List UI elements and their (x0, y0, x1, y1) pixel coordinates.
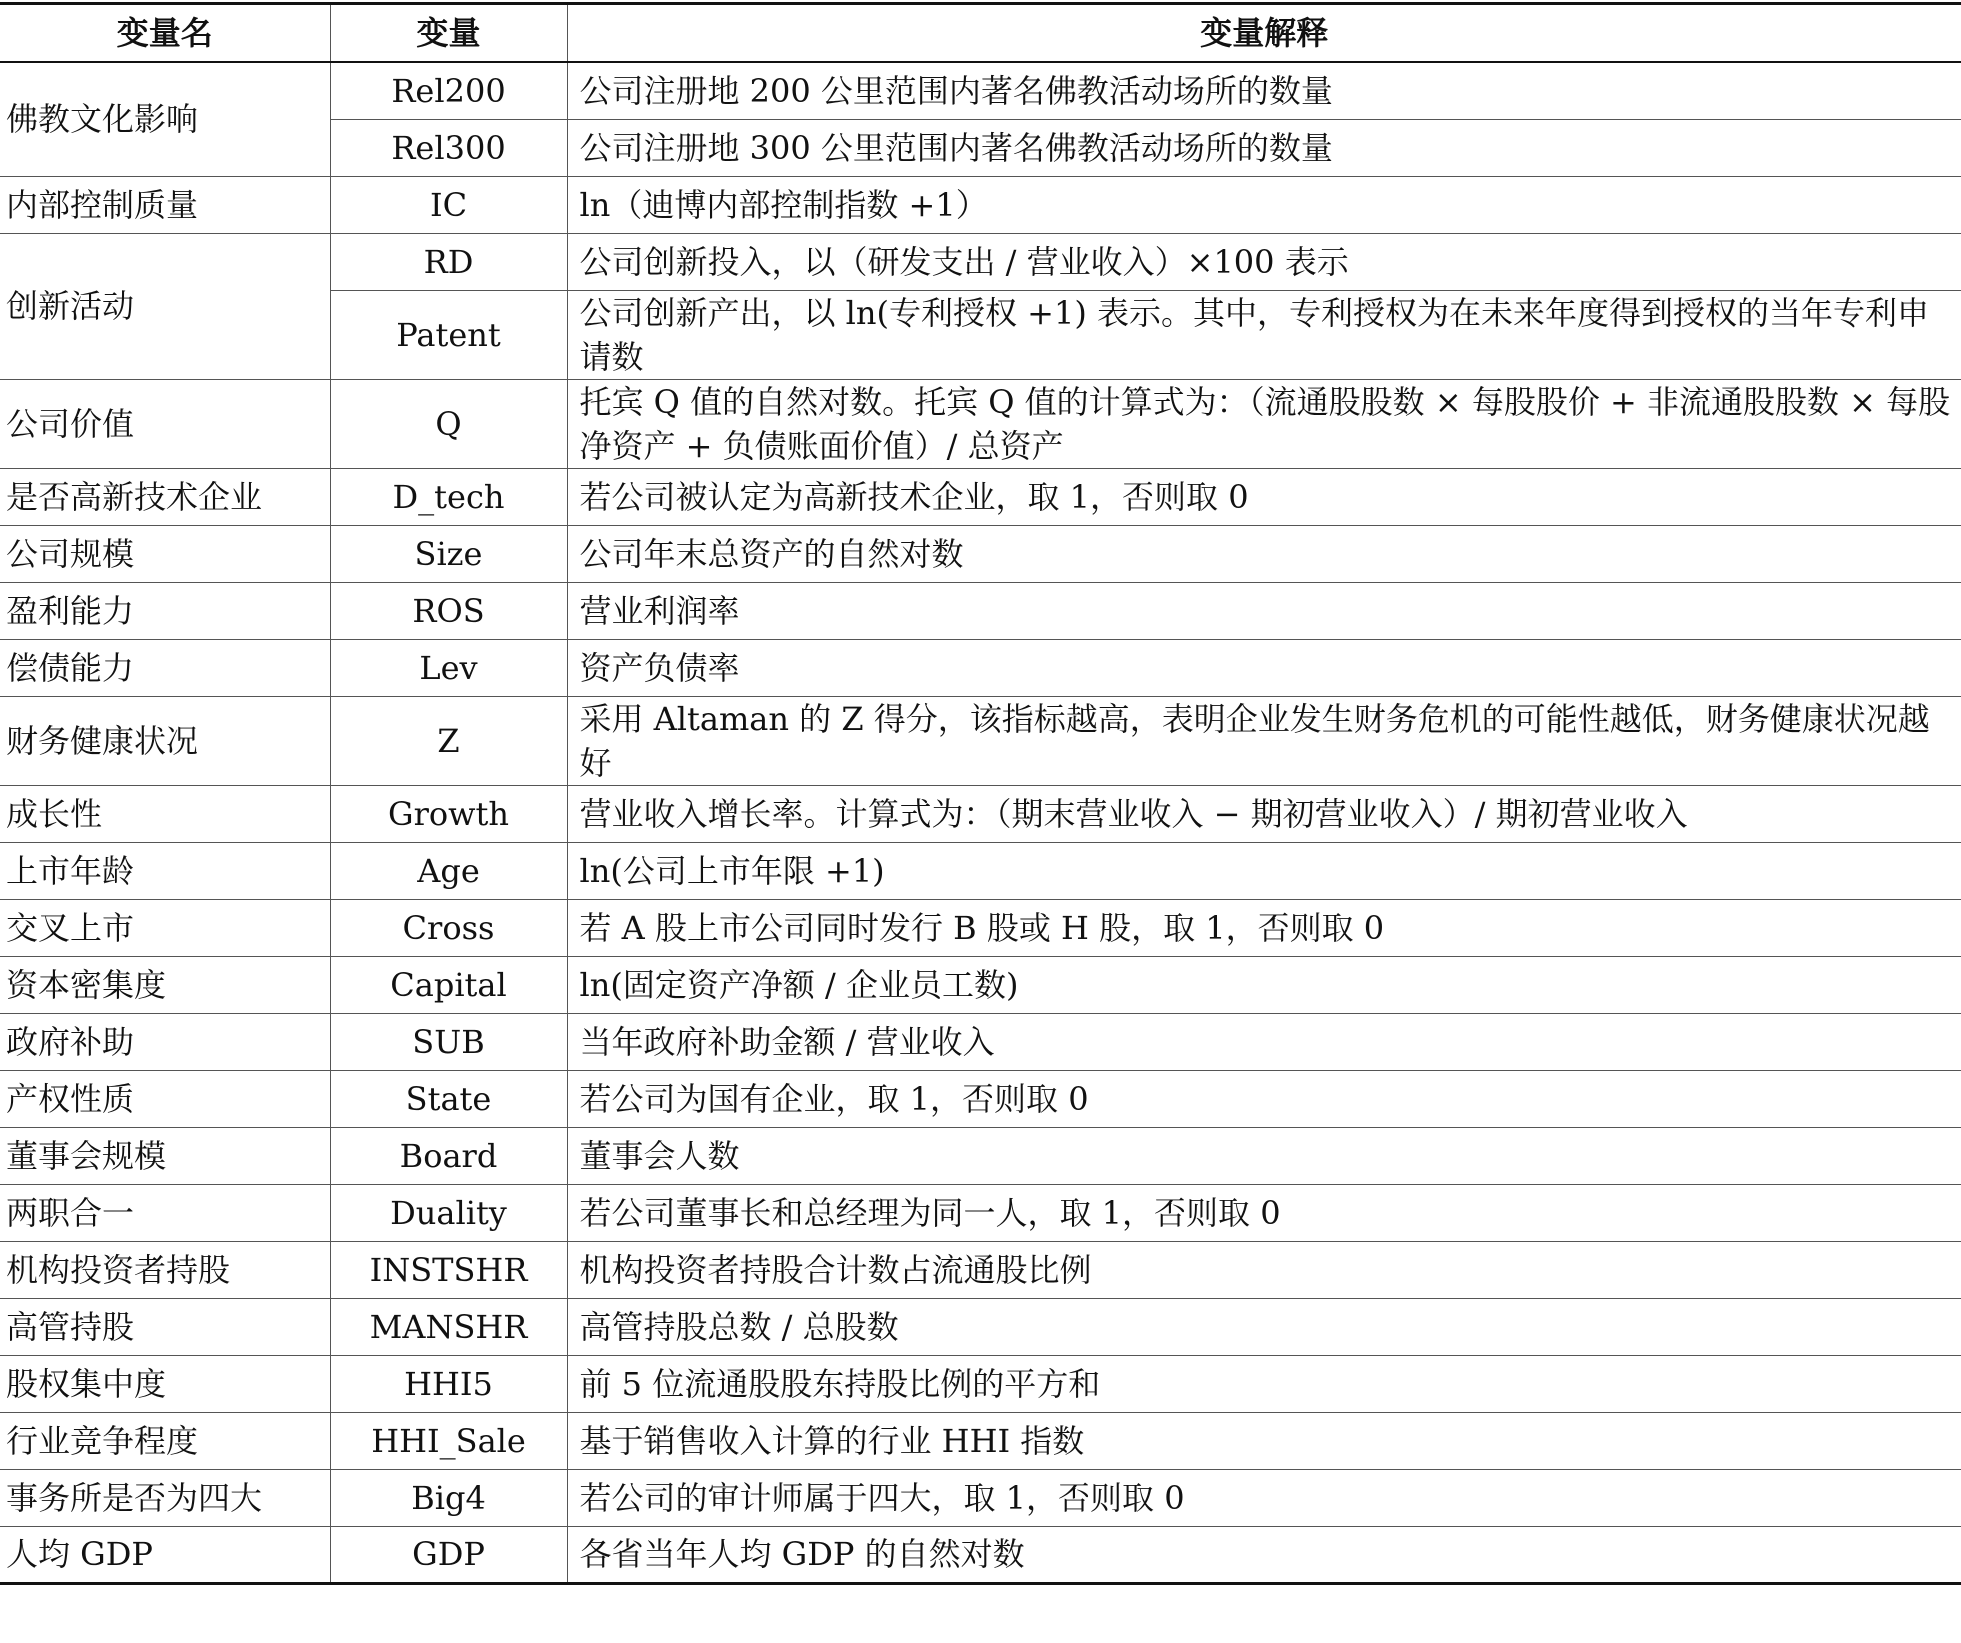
variable-symbol-cell: Board (330, 1127, 567, 1184)
table-row (0, 639, 1961, 696)
variable-name-cell: 上市年龄 (0, 842, 330, 899)
table-row (0, 785, 1961, 842)
variable-explanation-cell: 营业利润率 (567, 582, 1961, 639)
header-variable-name: 变量名 (0, 4, 330, 63)
table-row (0, 525, 1961, 582)
variable-explanation-cell: 托宾 Q 值的自然对数。托宾 Q 值的计算式为：（流通股股数 × 每股股价 + 非流通股股数 × 每股净资产 + 负债账面价值）/ 总资产 (567, 379, 1961, 468)
variable-symbol-cell: D_tech (330, 468, 567, 525)
variable-symbol-cell: Rel300 (330, 119, 567, 176)
header-variable-explanation: 变量解释 (567, 4, 1961, 63)
header-variable: 变量 (330, 4, 567, 63)
variable-explanation-cell: ln(公司上市年限 +1) (567, 842, 1961, 899)
variable-explanation-cell: ln（迪博内部控制指数 +1） (567, 176, 1961, 233)
table-row (0, 379, 1961, 468)
table-row (0, 468, 1961, 525)
variable-name-cell: 股权集中度 (0, 1355, 330, 1412)
variable-explanation-cell: 若公司被认定为高新技术企业，取 1，否则取 0 (567, 468, 1961, 525)
variable-symbol-cell: Rel200 (330, 62, 567, 119)
table-row (0, 62, 1961, 119)
variable-symbol-cell: ROS (330, 582, 567, 639)
variable-explanation-cell: 营业收入增长率。计算式为：（期末营业收入 − 期初营业收入）/ 期初营业收入 (567, 785, 1961, 842)
variable-symbol-cell: Duality (330, 1184, 567, 1241)
variable-symbol-cell: Z (330, 696, 567, 785)
variable-name-cell: 佛教文化影响 (0, 62, 330, 176)
table-row (0, 899, 1961, 956)
variable-symbol-cell: Size (330, 525, 567, 582)
table-row (0, 1469, 1961, 1526)
table-row (0, 1412, 1961, 1469)
variable-symbol-cell: Big4 (330, 1469, 567, 1526)
table-row (0, 842, 1961, 899)
variable-symbol-cell: Age (330, 842, 567, 899)
variable-explanation-cell: 公司注册地 300 公里范围内著名佛教活动场所的数量 (567, 119, 1961, 176)
variable-symbol-cell: Patent (330, 290, 567, 379)
variable-explanation-cell: 若公司的审计师属于四大，取 1，否则取 0 (567, 1469, 1961, 1526)
variable-symbol-cell: IC (330, 176, 567, 233)
variable-explanation-cell: 若公司为国有企业，取 1，否则取 0 (567, 1070, 1961, 1127)
variable-explanation-cell: 各省当年人均 GDP 的自然对数 (567, 1526, 1961, 1583)
variable-symbol-cell: MANSHR (330, 1298, 567, 1355)
variable-name-cell: 政府补助 (0, 1013, 330, 1070)
table-row (0, 1526, 1961, 1583)
variable-explanation-cell: 董事会人数 (567, 1127, 1961, 1184)
variable-explanation-cell: 公司创新产出，以 ln(专利授权 +1) 表示。其中，专利授权为在未来年度得到授权的当年专利申请数 (567, 290, 1961, 379)
variable-name-cell: 事务所是否为四大 (0, 1469, 330, 1526)
variable-name-cell: 人均 GDP (0, 1526, 330, 1583)
variable-explanation-cell: 若公司董事长和总经理为同一人，取 1，否则取 0 (567, 1184, 1961, 1241)
variable-name-cell: 产权性质 (0, 1070, 330, 1127)
table-row (0, 1298, 1961, 1355)
table-row (0, 233, 1961, 290)
variable-symbol-cell: Lev (330, 639, 567, 696)
variable-name-cell: 机构投资者持股 (0, 1241, 330, 1298)
variable-explanation-cell: 当年政府补助金额 / 营业收入 (567, 1013, 1961, 1070)
table-row (0, 1013, 1961, 1070)
variable-symbol-cell: HHI5 (330, 1355, 567, 1412)
variable-name-cell: 公司规模 (0, 525, 330, 582)
variable-symbol-cell: HHI_Sale (330, 1412, 567, 1469)
table-row (0, 1241, 1961, 1298)
variable-explanation-cell: 高管持股总数 / 总股数 (567, 1298, 1961, 1355)
variable-name-cell: 董事会规模 (0, 1127, 330, 1184)
variable-explanation-cell: 公司注册地 200 公里范围内著名佛教活动场所的数量 (567, 62, 1961, 119)
table-row (0, 1070, 1961, 1127)
table-row (0, 956, 1961, 1013)
variable-name-cell: 行业竞争程度 (0, 1412, 330, 1469)
variable-explanation-cell: 若 A 股上市公司同时发行 B 股或 H 股，取 1，否则取 0 (567, 899, 1961, 956)
table-row (0, 1184, 1961, 1241)
variable-explanation-cell: ln(固定资产净额 / 企业员工数) (567, 956, 1961, 1013)
variable-name-cell: 内部控制质量 (0, 176, 330, 233)
variable-name-cell: 两职合一 (0, 1184, 330, 1241)
variable-symbol-cell: Growth (330, 785, 567, 842)
variable-symbol-cell: Cross (330, 899, 567, 956)
variable-symbol-cell: RD (330, 233, 567, 290)
variable-symbol-cell: SUB (330, 1013, 567, 1070)
variable-explanation-cell: 公司年末总资产的自然对数 (567, 525, 1961, 582)
variable-name-cell: 是否高新技术企业 (0, 468, 330, 525)
variable-name-cell: 创新活动 (0, 233, 330, 379)
variable-explanation-cell: 公司创新投入，以（研发支出 / 营业收入）×100 表示 (567, 233, 1961, 290)
variable-name-cell: 公司价值 (0, 379, 330, 468)
variable-symbol-cell: GDP (330, 1526, 567, 1583)
variable-name-cell: 盈利能力 (0, 582, 330, 639)
variable-symbol-cell: State (330, 1070, 567, 1127)
variable-name-cell: 交叉上市 (0, 899, 330, 956)
variable-symbol-cell: Q (330, 379, 567, 468)
variable-explanation-cell: 采用 Altaman 的 Z 得分，该指标越高，表明企业发生财务危机的可能性越低，财务健康状况越好 (567, 696, 1961, 785)
variable-explanation-cell: 资产负债率 (567, 639, 1961, 696)
table-row (0, 176, 1961, 233)
variable-explanation-cell: 基于销售收入计算的行业 HHI 指数 (567, 1412, 1961, 1469)
table-header-row (0, 4, 1961, 63)
variable-name-cell: 财务健康状况 (0, 696, 330, 785)
table-row (0, 696, 1961, 785)
table-row (0, 1127, 1961, 1184)
variable-name-cell: 成长性 (0, 785, 330, 842)
variable-explanation-cell: 前 5 位流通股股东持股比例的平方和 (567, 1355, 1961, 1412)
variable-explanation-cell: 机构投资者持股合计数占流通股比例 (567, 1241, 1961, 1298)
table-row (0, 582, 1961, 639)
variable-symbol-cell: INSTSHR (330, 1241, 567, 1298)
variable-name-cell: 高管持股 (0, 1298, 330, 1355)
variable-name-cell: 资本密集度 (0, 956, 330, 1013)
variable-name-cell: 偿债能力 (0, 639, 330, 696)
table-row (0, 1355, 1961, 1412)
variable-symbol-cell: Capital (330, 956, 567, 1013)
variable-definition-table (0, 2, 1961, 1585)
